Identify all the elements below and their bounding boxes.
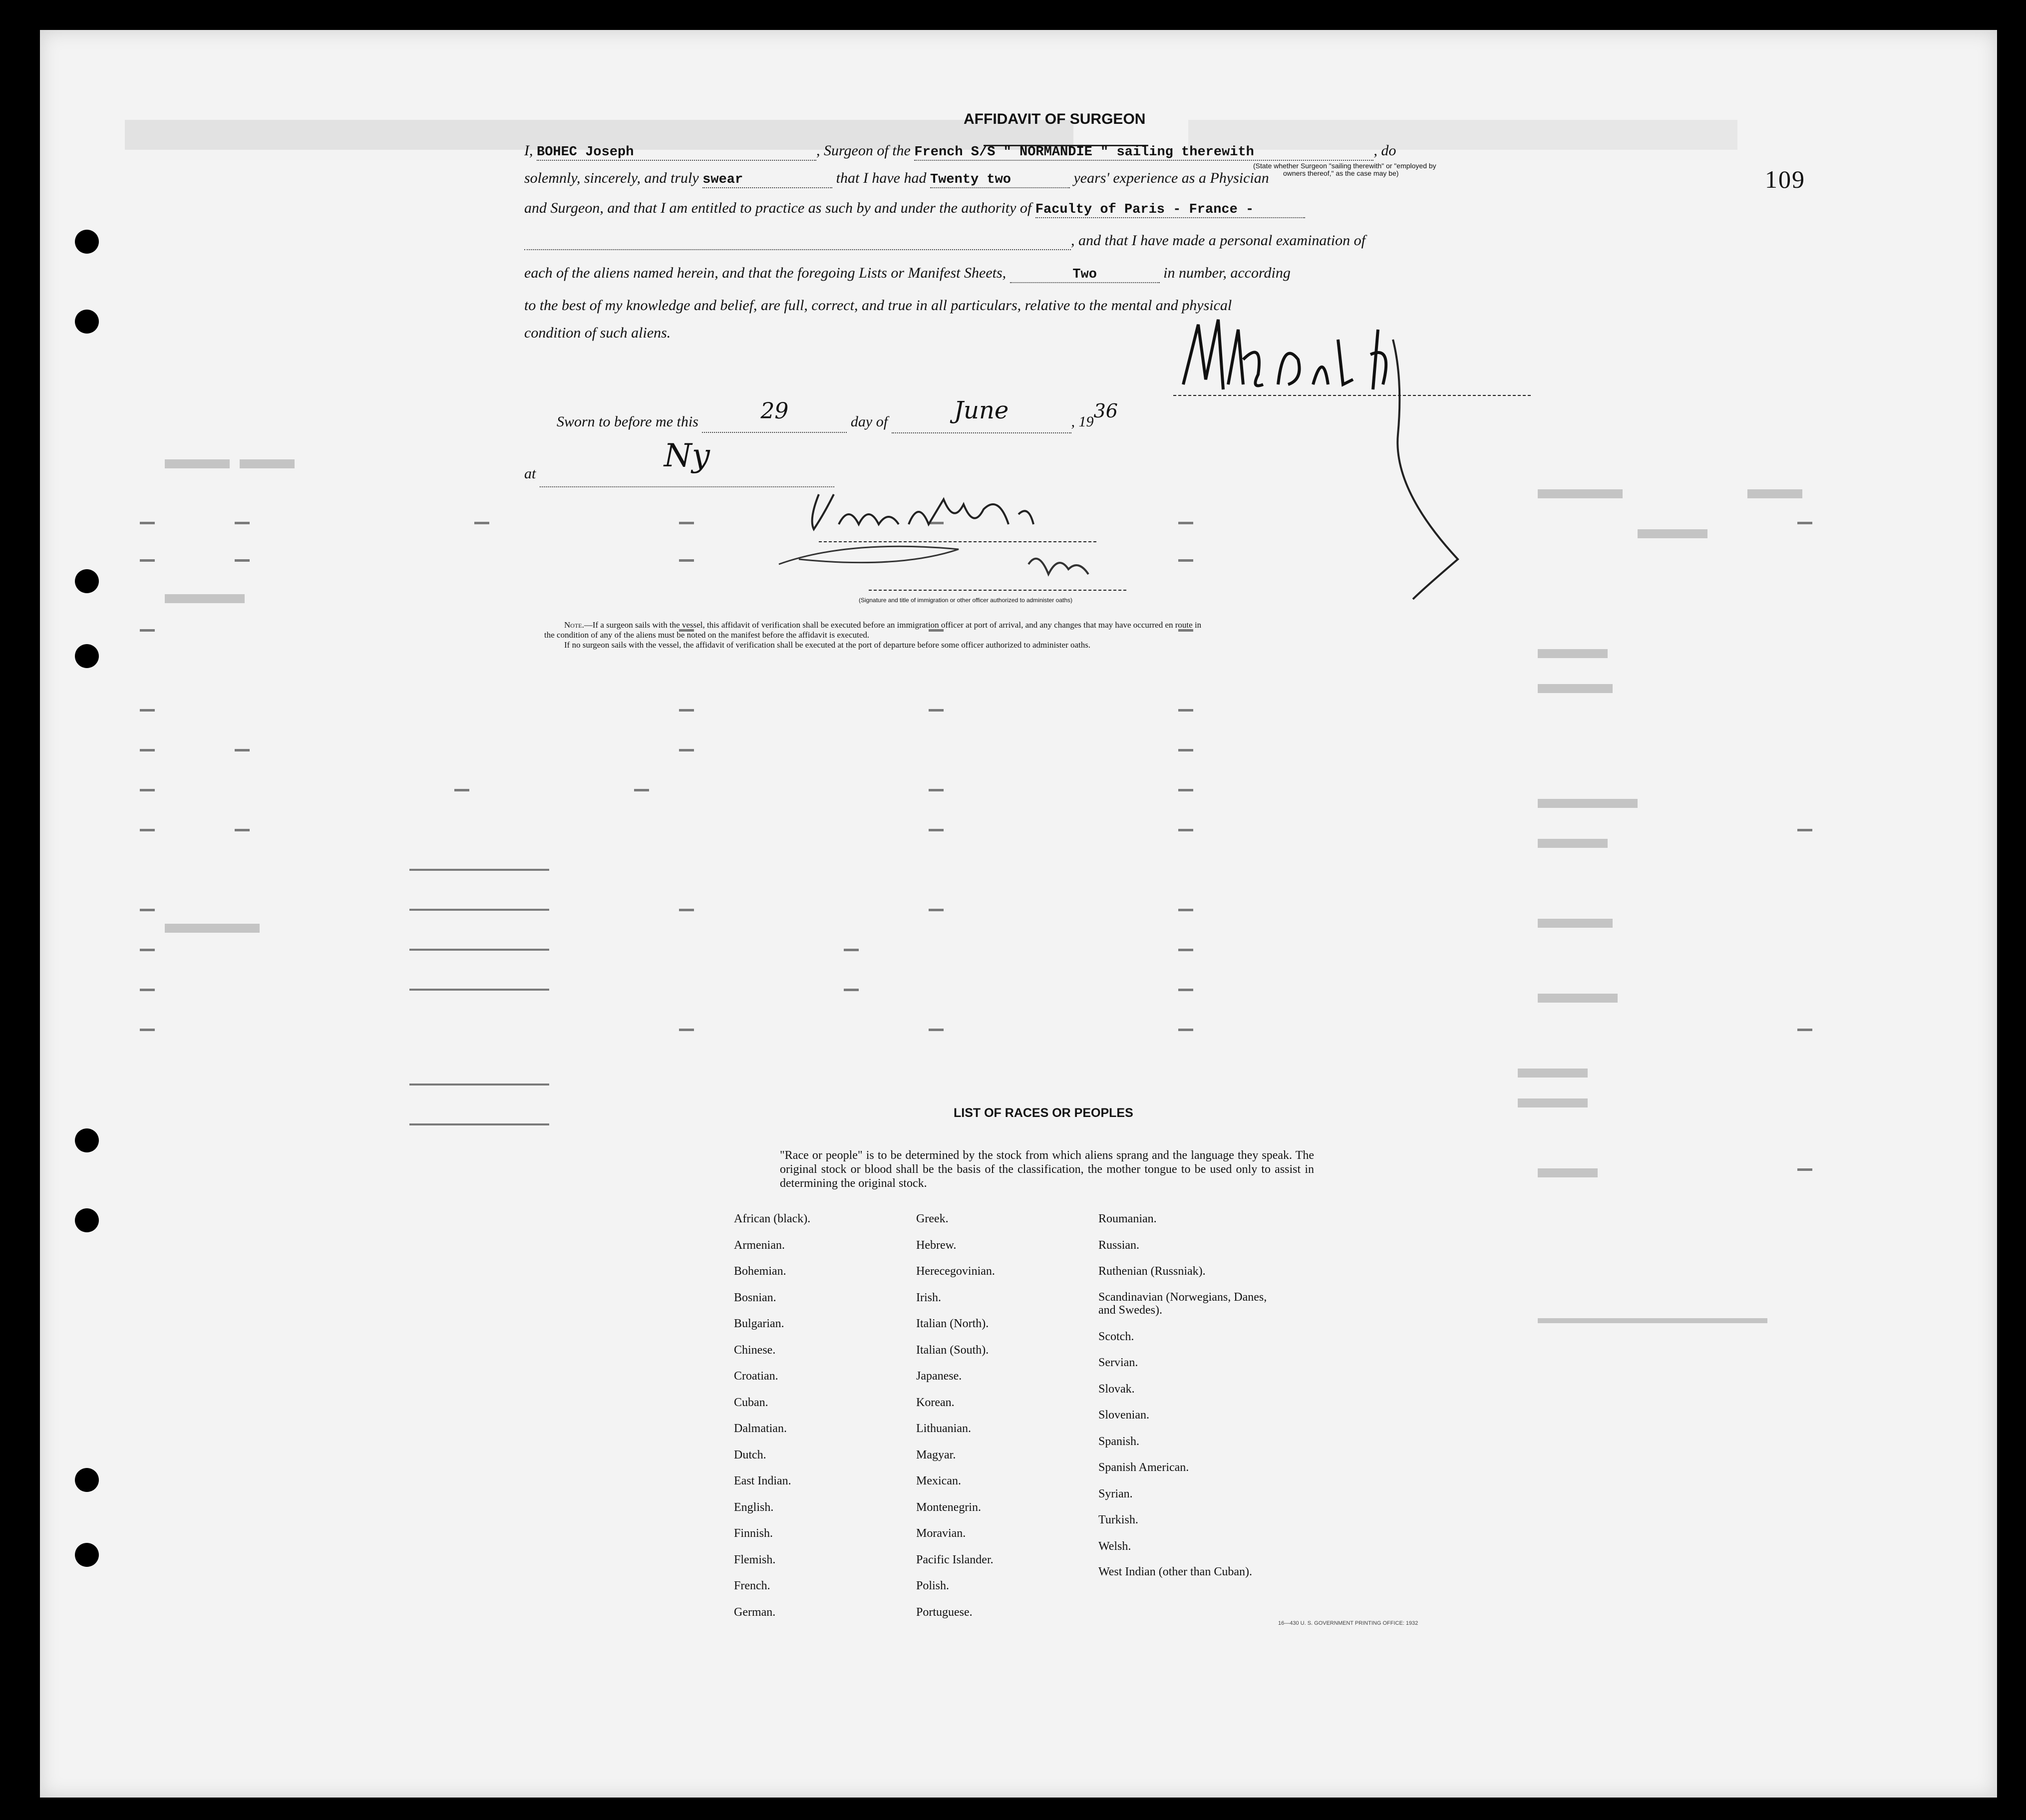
surgeon-name-field	[537, 142, 816, 161]
day-of-label: day of	[850, 413, 888, 430]
surgeon-signature-drawing	[1163, 310, 1533, 619]
race-item: Hebrew.	[916, 1238, 957, 1252]
race-item: Italian (North).	[916, 1317, 989, 1330]
vessel-name: French S/S " NORMANDIE " sailing therewith	[914, 145, 1254, 160]
race-item: Scotch.	[1098, 1330, 1134, 1343]
note-line-1	[564, 620, 1201, 630]
race-item: Finnish.	[734, 1527, 773, 1540]
race-item: Cuban.	[734, 1396, 768, 1409]
at-label: at	[524, 465, 536, 482]
note-lead: Note.	[564, 620, 584, 630]
text-years-experience: years' experience as a Physician	[1073, 170, 1269, 186]
sheets-field	[1010, 265, 1160, 283]
race-item: Dalmatian.	[734, 1422, 787, 1435]
text-surgeon-of: , Surgeon of the	[816, 142, 911, 159]
race-item: Chinese.	[734, 1343, 776, 1357]
race-item: Flemish.	[734, 1553, 776, 1566]
race-item: Greek.	[916, 1212, 949, 1225]
race-item: Roumanian.	[1098, 1212, 1157, 1225]
race-item: Turkish.	[1098, 1513, 1138, 1526]
race-item: Servian.	[1098, 1356, 1138, 1369]
surgeon-signature	[1163, 310, 1533, 622]
document-page	[40, 30, 1997, 1798]
note-line-2: the condition of any of the aliens must be noted on the manifest before the affidavit is executed.	[544, 630, 870, 640]
race-item: Italian (South).	[916, 1343, 989, 1357]
race-item: Russian.	[1098, 1238, 1140, 1252]
sworn-day-field	[702, 398, 847, 433]
sworn-day: 29	[760, 398, 789, 424]
vessel-note	[1253, 162, 1436, 177]
sworn-month: June	[954, 396, 1009, 424]
sworn-year: 36	[1093, 400, 1118, 422]
sworn-line	[557, 396, 1118, 433]
races-title: LIST OF RACES OR PEOPLES	[954, 1106, 1133, 1120]
text-in-number: in number, according	[1163, 265, 1291, 281]
vessel-note-line-1: (State whether Surgeon "sailing therewith" or "employed by	[1253, 162, 1436, 170]
race-item: Lithuanian.	[916, 1422, 971, 1435]
officer-signature-drawing	[749, 474, 1128, 594]
text-have-had: that I have had	[836, 170, 927, 186]
race-item: Spanish American.	[1098, 1461, 1189, 1474]
affidavit-line-6: to the best of my knowledge and belief, are full, correct, and true in all particulars, relative to the mental and physical	[524, 297, 1232, 314]
affidavit-line-7: condition of such aliens.	[524, 325, 671, 341]
race-item: English.	[734, 1500, 774, 1514]
text-personal-examination: , and that I have made a personal examination of	[1071, 232, 1365, 249]
sworn-month-field	[892, 396, 1071, 433]
text-authority: and Surgeon, and that I am entitled to practice as such by and under the authority of	[524, 200, 1032, 216]
race-item: Korean.	[916, 1396, 955, 1409]
race-item: Slovenian.	[1098, 1409, 1149, 1422]
race-item: African (black).	[734, 1212, 811, 1225]
race-item: Scandinavian (Norwegians, Danes, and Swedes).	[1098, 1290, 1267, 1317]
race-item: Bulgarian.	[734, 1317, 784, 1330]
affidavit-line-1	[524, 142, 1396, 161]
affidavit-line-5	[524, 265, 1291, 283]
race-item: Welsh.	[1098, 1539, 1131, 1553]
surgeon-name: BOHEC Joseph	[537, 145, 634, 160]
race-item: Armenian.	[734, 1238, 785, 1252]
race-item: West Indian (other than Cuban).	[1098, 1565, 1252, 1578]
race-item: Bosnian.	[734, 1291, 776, 1304]
race-item: Montenegrin.	[916, 1500, 981, 1514]
race-item: Syrian.	[1098, 1487, 1133, 1500]
oath-value: swear	[702, 172, 743, 187]
year-prefix: , 19	[1071, 413, 1094, 430]
race-item: Slovak.	[1098, 1382, 1135, 1396]
race-item: Ruthenian (Russniak).	[1098, 1265, 1206, 1278]
text-do: , do	[1373, 142, 1396, 159]
text-foregoing-lists: each of the aliens named herein, and that the foregoing Lists or Manifest Sheets,	[524, 265, 1007, 281]
authority-field	[1035, 200, 1305, 218]
years-value: Twenty two	[930, 172, 1011, 187]
race-item: Magyar.	[916, 1448, 956, 1461]
race-item: Dutch.	[734, 1448, 766, 1461]
race-item: German.	[734, 1605, 776, 1619]
races-intro: "Race or people" is to be determined by the stock from which aliens sprang and the language they speak. The original stock or blood shall be the basis of the classification, the mother tongue to be used only to assist in determining the original stock.	[780, 1149, 1314, 1190]
race-item: Portuguese.	[916, 1605, 973, 1619]
race-item: Croatian.	[734, 1370, 778, 1383]
vessel-field	[914, 142, 1373, 161]
race-item: Irish.	[916, 1291, 941, 1304]
page-number: 109	[1765, 165, 1805, 193]
race-item: Herecegovinian.	[916, 1265, 995, 1278]
years-field	[930, 170, 1070, 188]
text-i: I,	[524, 142, 533, 159]
officer-signature	[749, 474, 1128, 597]
sheets-value: Two	[1072, 267, 1097, 282]
bleed-through-marks	[40, 30, 1997, 1798]
printer-footer: 16—430 U. S. GOVERNMENT PRINTING OFFICE: 1932	[1278, 1620, 1418, 1626]
race-item: Spanish.	[1098, 1435, 1140, 1448]
authority-value: Faculty of Paris - France -	[1035, 202, 1254, 217]
races-column-1	[734, 1206, 810, 1625]
page-title: AFFIDAVIT OF SURGEON	[964, 111, 1146, 127]
affidavit-line-2	[524, 170, 1269, 188]
race-item: French.	[734, 1579, 770, 1592]
affidavit-line-4	[524, 232, 1365, 250]
race-item: Japanese.	[916, 1370, 962, 1383]
race-item: Polish.	[916, 1579, 950, 1592]
race-item: Bohemian.	[734, 1265, 786, 1278]
sworn-place: Ny	[664, 437, 710, 474]
note-line-3: If no surgeon sails with the vessel, the affidavit of verification shall be executed at the port of departure before some officer authorized to administer oaths.	[564, 640, 1091, 650]
text-solemnly: solemnly, sincerely, and truly	[524, 170, 699, 186]
race-item: Pacific Islander.	[916, 1553, 994, 1566]
authority-continued-field	[524, 232, 1071, 250]
race-item: Mexican.	[916, 1474, 961, 1487]
race-item: East Indian.	[734, 1474, 791, 1487]
races-column-2	[916, 1206, 995, 1625]
note-text-1: —If a surgeon sails with the vessel, this affidavit of verification shall be executed before an immigration officer at port of arrival, and any changes that may have occurred en route in	[584, 620, 1202, 630]
vessel-note-line-2: owners thereof," as the case may be)	[1283, 169, 1399, 177]
race-item: Moravian.	[916, 1527, 966, 1540]
affidavit-line-3	[524, 200, 1305, 218]
oath-field	[702, 170, 832, 188]
races-column-3	[1098, 1206, 1268, 1585]
sworn-label: Sworn to before me this	[557, 413, 698, 430]
signature-caption: (Signature and title of immigration or other officer authorized to administer oaths)	[859, 597, 1072, 604]
